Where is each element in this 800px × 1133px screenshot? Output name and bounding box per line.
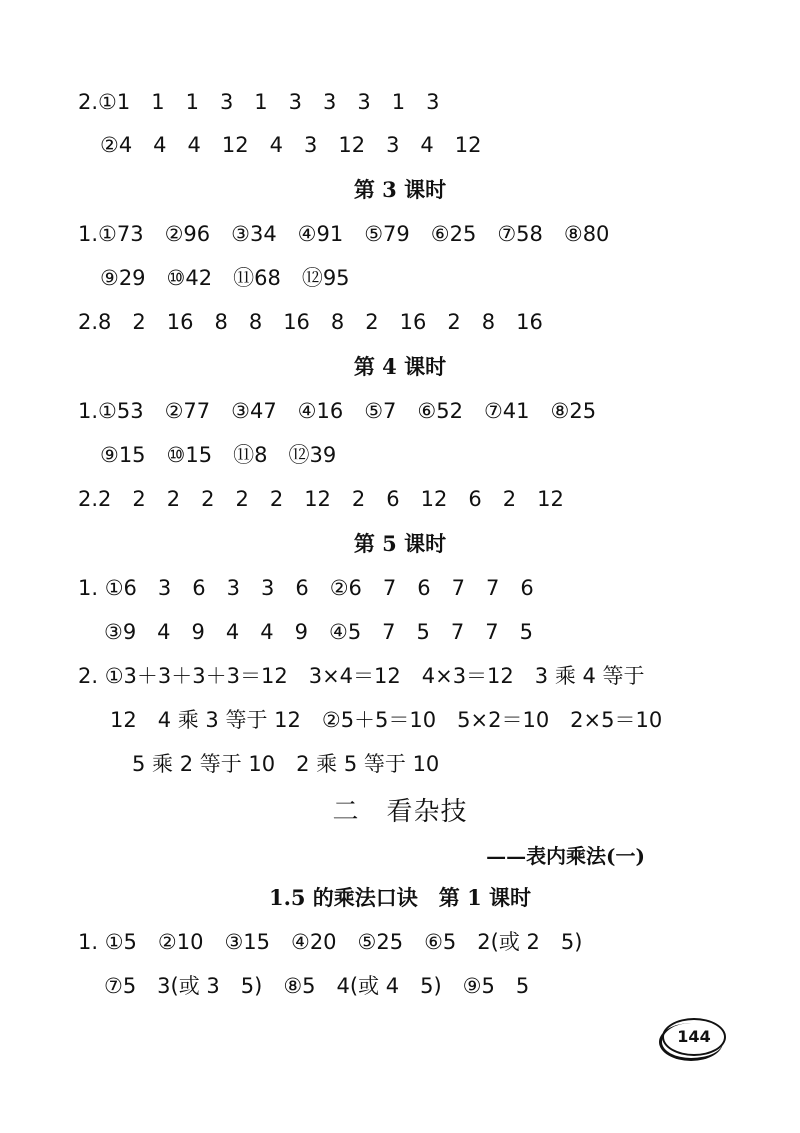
answer-line-2-2: ②4 4 4 12 4 3 12 3 4 12: [100, 133, 482, 157]
page-number: 144: [662, 1018, 726, 1056]
lesson-3-answer-1a: 1.①73 ②96 ③34 ④91 ⑤79 ⑥25 ⑦58 ⑧80: [78, 222, 610, 246]
lesson-3-answer-1b: ⑨29 ⑩42 ⑪68 ⑫95: [100, 266, 350, 290]
chapter-title: 二 看杂技: [332, 797, 468, 827]
lesson-4-answer-1b: ⑨15 ⑩15 ⑪8 ⑫39: [100, 443, 337, 467]
lesson-5-answer-2b: 12 4 乘 3 等于 12 ②5＋5＝10 5×2＝10 2×5＝10: [110, 708, 663, 732]
lesson-5-answer-1a: 1. ①6 3 6 3 3 6 ②6 7 6 7 7 6: [78, 576, 534, 600]
lesson-4-answer-2: 2.2 2 2 2 2 2 12 2 6 12 6 2 12: [78, 487, 564, 511]
lesson-4-heading: 第 4 课时: [353, 354, 447, 379]
lesson-5-heading: 第 5 课时: [353, 531, 447, 556]
answer-line-2-1: 2.①1 1 1 3 1 3 3 3 1 3: [78, 90, 440, 114]
lesson-1-answer-1b: ⑦5 3(或 3 5) ⑧5 4(或 4 5) ⑨5 5: [104, 974, 530, 998]
lesson-4-answer-1a: 1.①53 ②77 ③47 ④16 ⑤7 ⑥52 ⑦41 ⑧25: [78, 399, 597, 423]
lesson-5-answer-1b: ③9 4 9 4 4 9 ④5 7 5 7 7 5: [104, 620, 533, 644]
lesson-3-answer-2: 2.8 2 16 8 8 16 8 2 16 2 8 16: [78, 310, 543, 334]
lesson-5-answer-2a: 2. ①3＋3＋3＋3＝12 3×4＝12 4×3＝12 3 乘 4 等于: [78, 664, 645, 688]
lesson-1-answer-1a: 1. ①5 ②10 ③15 ④20 ⑤25 ⑥5 2(或 2 5): [78, 930, 583, 954]
lesson-3-heading: 第 3 课时: [353, 177, 447, 202]
chapter-subtitle: ——表内乘法(一): [486, 844, 645, 868]
lesson-1-heading: 1.5 的乘法口诀 第 1 课时: [268, 885, 532, 910]
lesson-5-answer-2c: 5 乘 2 等于 10 2 乘 5 等于 10: [132, 752, 440, 776]
